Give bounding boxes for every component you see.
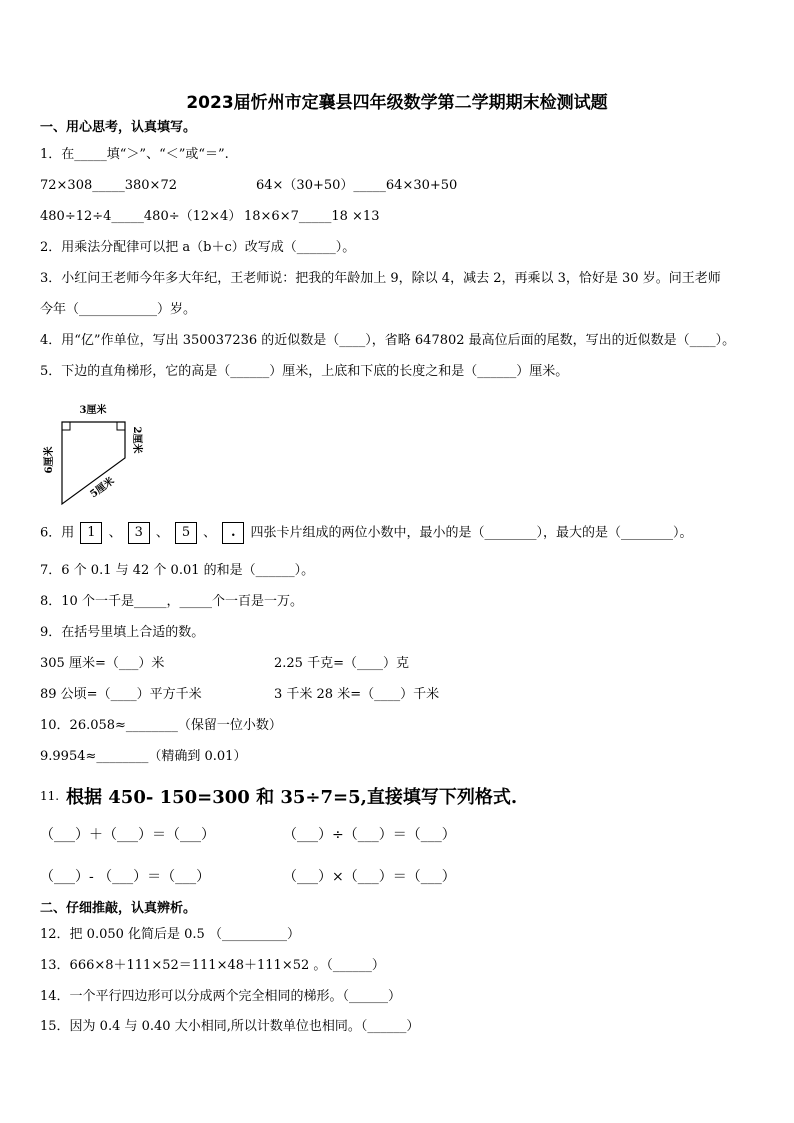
q1-item-b: 64×（30+50）_____64×30+50 xyxy=(256,178,458,193)
label-slant: 5厘米 xyxy=(88,475,117,501)
q6-sep-3: 、 xyxy=(203,525,217,541)
q10-item-a: 10．26.058≈________（保留一位小数） xyxy=(40,718,282,733)
q11-row1-b: （___）÷（___）＝（___） xyxy=(283,827,456,843)
card-3: 3 xyxy=(128,522,150,544)
q4: 4．用“亿”作单位，写出 350037236 的近似数是（____），省略 647802 最高位后面的尾数，写出的近似数是（____）。 xyxy=(40,333,736,348)
trapezoid-figure xyxy=(40,398,150,508)
label-right: 2厘米 xyxy=(131,426,142,454)
q8: 8．10 个一千是_____，_____个一百是一万。 xyxy=(40,594,303,609)
card-1: 1 xyxy=(80,522,102,544)
q6-prefix: 6．用 xyxy=(40,525,75,541)
q9-item-a: 305 厘米=（___）米 xyxy=(40,656,165,671)
card-dot: . xyxy=(222,522,244,544)
q13: 13．666×8＋111×52＝111×48＋111×52 。（______） xyxy=(40,958,385,973)
page-title: 2023届忻州市定襄县四年级数学第二学期期末检测试题 xyxy=(186,93,608,113)
q9-item-b: 2.25 千克=（____）克 xyxy=(274,656,409,671)
section-1-heading: 一、用心思考，认真填写。 xyxy=(40,120,197,135)
q3-line2: 今年（____________）岁。 xyxy=(40,302,197,317)
q11-row2-b: （___）×（___）＝（___） xyxy=(283,869,456,885)
card-5: 5 xyxy=(175,522,197,544)
q12: 12．把 0.050 化简后是 0.5 （__________） xyxy=(40,927,300,942)
q6-suffix: 四张卡片组成的两位小数中，最小的是（________），最大的是（________）。 xyxy=(250,525,693,541)
q15: 15．因为 0.4 与 0.40 大小相同,所以计数单位也相同。（______） xyxy=(40,1019,420,1034)
q11-row2-a: （___）- （___）＝（___） xyxy=(40,869,211,885)
q11-row1-a: （___）＋（___）＝（___） xyxy=(40,827,215,843)
q1-item-a: 72×308_____380×72 xyxy=(40,178,177,193)
right-angle-mark-right xyxy=(117,422,125,430)
q9-item-d: 3 千米 28 米=（____）千米 xyxy=(274,687,440,702)
q5-stem: 5．下边的直角梯形，它的高是（______）厘米，上底和下底的长度之和是（______）厘米。 xyxy=(40,364,569,379)
q2: 2．用乘法分配律可以把 a（b＋c）改写成（______）。 xyxy=(40,240,356,255)
q9-stem: 9．在括号里填上合适的数。 xyxy=(40,625,205,640)
section-2-heading: 二、仔细推敲，认真辨析。 xyxy=(40,901,197,916)
q3-line1: 3．小红问王老师今年多大年纪，王老师说：把我的年龄加上 9，除以 4，减去 2，再乘以 3，恰好是 30 岁。问王老师 xyxy=(40,271,721,286)
q11-stem: 根据 450- 150=300 和 35÷7=5,直接填写下列格式. xyxy=(66,787,518,808)
q6 xyxy=(40,522,692,544)
q6-sep-2: 、 xyxy=(155,525,169,541)
q7: 7．6 个 0.1 与 42 个 0.01 的和是（______）。 xyxy=(40,563,315,578)
q11-number: 11. xyxy=(40,789,60,803)
q1-item-d: 18×6×7_____18 ×13 xyxy=(244,209,380,224)
q6-sep-1: 、 xyxy=(108,525,122,541)
right-angle-mark-left xyxy=(62,422,70,430)
q14: 14．一个平行四边形可以分成两个完全相同的梯形。（______） xyxy=(40,989,402,1004)
q1-stem: 1．在_____填“＞”、“＜”或“＝”. xyxy=(40,147,229,162)
q1-item-c: 480÷12÷4_____480÷（12×4） xyxy=(40,209,242,224)
label-top: 3厘米 xyxy=(79,405,107,416)
q10-item-b: 9.9954≈________（精确到 0.01） xyxy=(40,749,247,764)
label-left: 6厘米 xyxy=(44,446,55,474)
q9-item-c: 89 公顷=（____）平方千米 xyxy=(40,687,202,702)
